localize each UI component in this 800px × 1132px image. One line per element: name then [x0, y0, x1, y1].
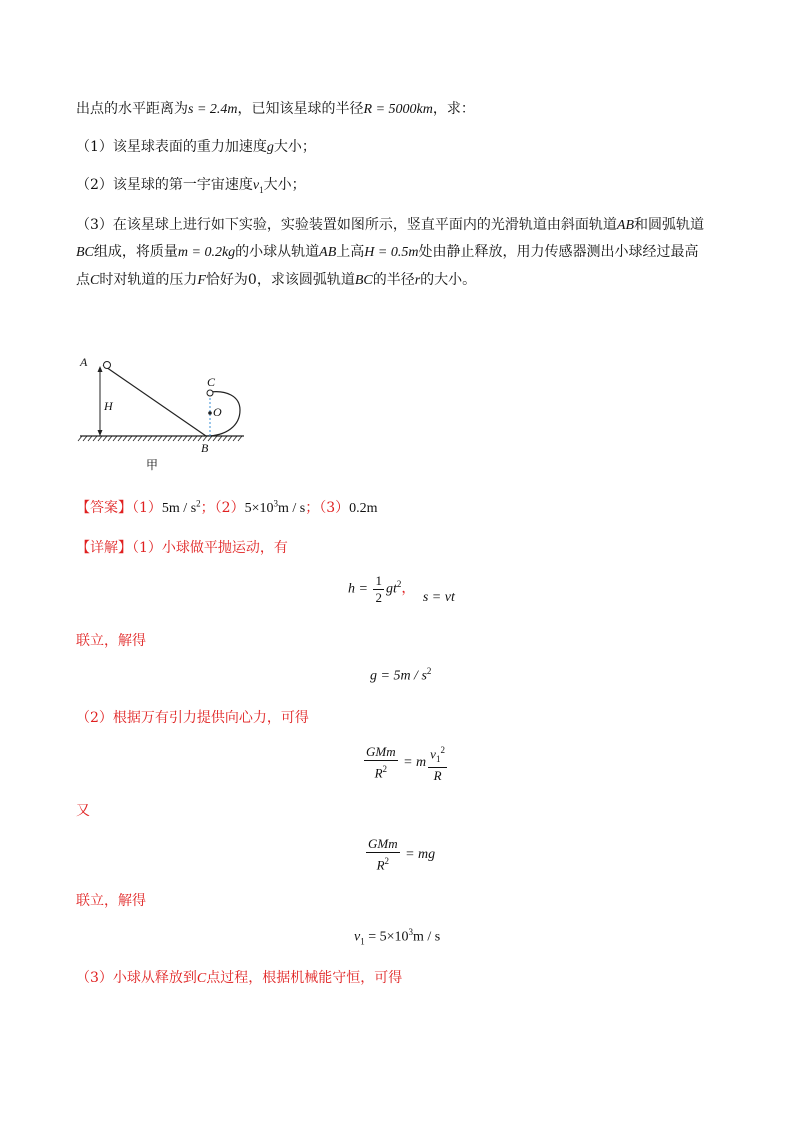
text: ，已知该星球的半径 — [237, 101, 364, 117]
sup: 2 — [382, 764, 388, 775]
answer-line — [76, 497, 378, 517]
sup: 2 — [396, 579, 402, 590]
eq-lhs: h = — [348, 581, 368, 597]
denominator: R — [433, 767, 442, 783]
eq-unit: m / s — [413, 929, 441, 945]
arrow-up-icon — [98, 366, 103, 372]
text: 联立，解得 — [76, 893, 146, 909]
eq-g: g = 5m / s — [370, 668, 427, 684]
text: 大小； — [273, 139, 316, 155]
text: （2）根据万有引力提供向心力，可得 — [76, 710, 309, 726]
math-AB: AB — [616, 218, 635, 233]
sep: ； — [200, 500, 215, 516]
text: 大小； — [263, 177, 306, 193]
sup: 3 — [408, 927, 414, 937]
numerator: GMm — [368, 836, 398, 851]
text: 联立，解得 — [76, 633, 146, 649]
ground-hatch — [78, 436, 242, 441]
math-g: g — [266, 140, 274, 155]
math-m: m = 0.2kg — [177, 245, 236, 260]
question-3-line-3 — [76, 269, 476, 289]
math-sub: 1 — [259, 184, 264, 195]
solution-line-2 — [76, 630, 146, 650]
equation-5 — [354, 927, 440, 946]
denominator: 2 — [375, 590, 382, 605]
text: 时对轨道的压力 — [99, 272, 198, 288]
denominator: R — [374, 765, 383, 781]
comma: ， — [401, 581, 416, 597]
answer-num: （2） — [214, 500, 245, 516]
text: （2）该星球的第一宇宙速度 — [76, 177, 253, 193]
sup: 2 — [196, 498, 201, 509]
numerator: GMm — [366, 744, 396, 760]
math-v: v — [252, 178, 260, 193]
problem-line-0 — [76, 98, 475, 118]
question-3-line-1 — [76, 214, 704, 234]
answer-2: 5×10 — [244, 501, 274, 516]
text: （1）该星球表面的重力加速度 — [76, 139, 267, 155]
text: 的大小。 — [420, 272, 477, 288]
solution-line-5 — [76, 890, 146, 910]
text: 又 — [76, 803, 90, 819]
sub: 1 — [360, 936, 365, 947]
numerator: 1 — [375, 573, 382, 588]
text: 的小球从轨道 — [235, 244, 320, 260]
equation-1 — [348, 573, 455, 606]
ball — [104, 362, 111, 369]
eq-v: v — [354, 929, 361, 945]
question-2 — [76, 174, 306, 195]
fraction — [428, 742, 447, 784]
sup: 3 — [273, 498, 278, 509]
text: 点过程，根据机械能守恒，可得 — [206, 970, 403, 986]
text: 处由静止释放，用力传感器测出小球经过最高 — [418, 244, 699, 260]
label-B: B — [201, 441, 209, 455]
eq-mid: = m — [403, 755, 427, 771]
text: 的半径 — [372, 272, 415, 288]
figure-caption: 甲 — [146, 458, 159, 472]
answer-tag: 【答案】 — [76, 500, 132, 516]
text: ，求： — [432, 101, 475, 117]
question-1 — [76, 136, 316, 156]
arrow-down-icon — [98, 430, 103, 436]
text: 点 — [76, 272, 90, 288]
answer-num: （3） — [319, 500, 350, 516]
sup: 2 — [384, 856, 390, 866]
label-A: A — [80, 355, 88, 369]
text: 出点的水平距离为 — [76, 101, 188, 117]
label-C: C — [207, 375, 216, 389]
track-diagram — [76, 352, 256, 477]
math-s: s = 2.4m — [188, 102, 238, 117]
eq-term: gt — [385, 581, 397, 597]
text: （1）小球做平抛运动，有 — [132, 540, 288, 556]
eq-s: s = vt — [422, 589, 455, 605]
solution-line-3 — [76, 707, 309, 727]
text: 组成，将质量 — [93, 244, 178, 260]
label-O: O — [213, 405, 222, 419]
answer-num: （1） — [132, 500, 162, 516]
math-AB: AB — [319, 245, 337, 260]
solution-line-6 — [76, 967, 402, 987]
math-BC: BC — [354, 273, 373, 288]
solution-tag: 【详解】 — [76, 540, 132, 556]
equation-2 — [370, 666, 431, 685]
text: 和圆弧轨道 — [634, 217, 705, 233]
answer-2-unit: m / s — [277, 501, 306, 516]
fraction — [373, 573, 384, 606]
eq-rhs: = mg — [405, 846, 436, 862]
sub: 1 — [435, 753, 441, 764]
text: 恰好为0，求该圆弧轨道 — [205, 272, 355, 288]
label-H: H — [104, 399, 113, 413]
math-C: C — [196, 971, 207, 986]
math-r: r — [414, 273, 421, 288]
numerator: v — [430, 746, 436, 762]
math-BC: BC — [76, 245, 94, 260]
question-3-line-2 — [76, 241, 698, 261]
text: 上高 — [336, 244, 365, 260]
ball-at-C — [207, 390, 213, 396]
solution-line-1 — [76, 537, 288, 557]
math-C: C — [90, 273, 100, 288]
sup: 2 — [440, 745, 445, 755]
math-R: R = 5000km — [363, 102, 433, 117]
answer-1: 5m / s — [161, 501, 197, 516]
denominator: R — [376, 857, 385, 873]
sup: 2 — [426, 666, 432, 676]
text: （3）小球从释放到 — [76, 970, 197, 986]
answer-3: 0.2m — [349, 501, 378, 516]
math-F: F — [197, 273, 206, 288]
incline-AB — [103, 365, 206, 436]
equation-4 — [364, 836, 435, 873]
sep: ； — [305, 500, 320, 516]
math-H: H = 0.5m — [364, 245, 419, 260]
equation-3 — [362, 742, 449, 784]
solution-line-4 — [76, 800, 90, 820]
eq-rhs: = 5×10 — [368, 929, 409, 945]
center-point — [208, 411, 212, 415]
text: （3）在该星球上进行如下实验，实验装置如图所示，竖直平面内的光滑轨道由斜面轨道 — [76, 217, 617, 233]
fraction — [366, 836, 400, 873]
fraction — [364, 744, 398, 781]
